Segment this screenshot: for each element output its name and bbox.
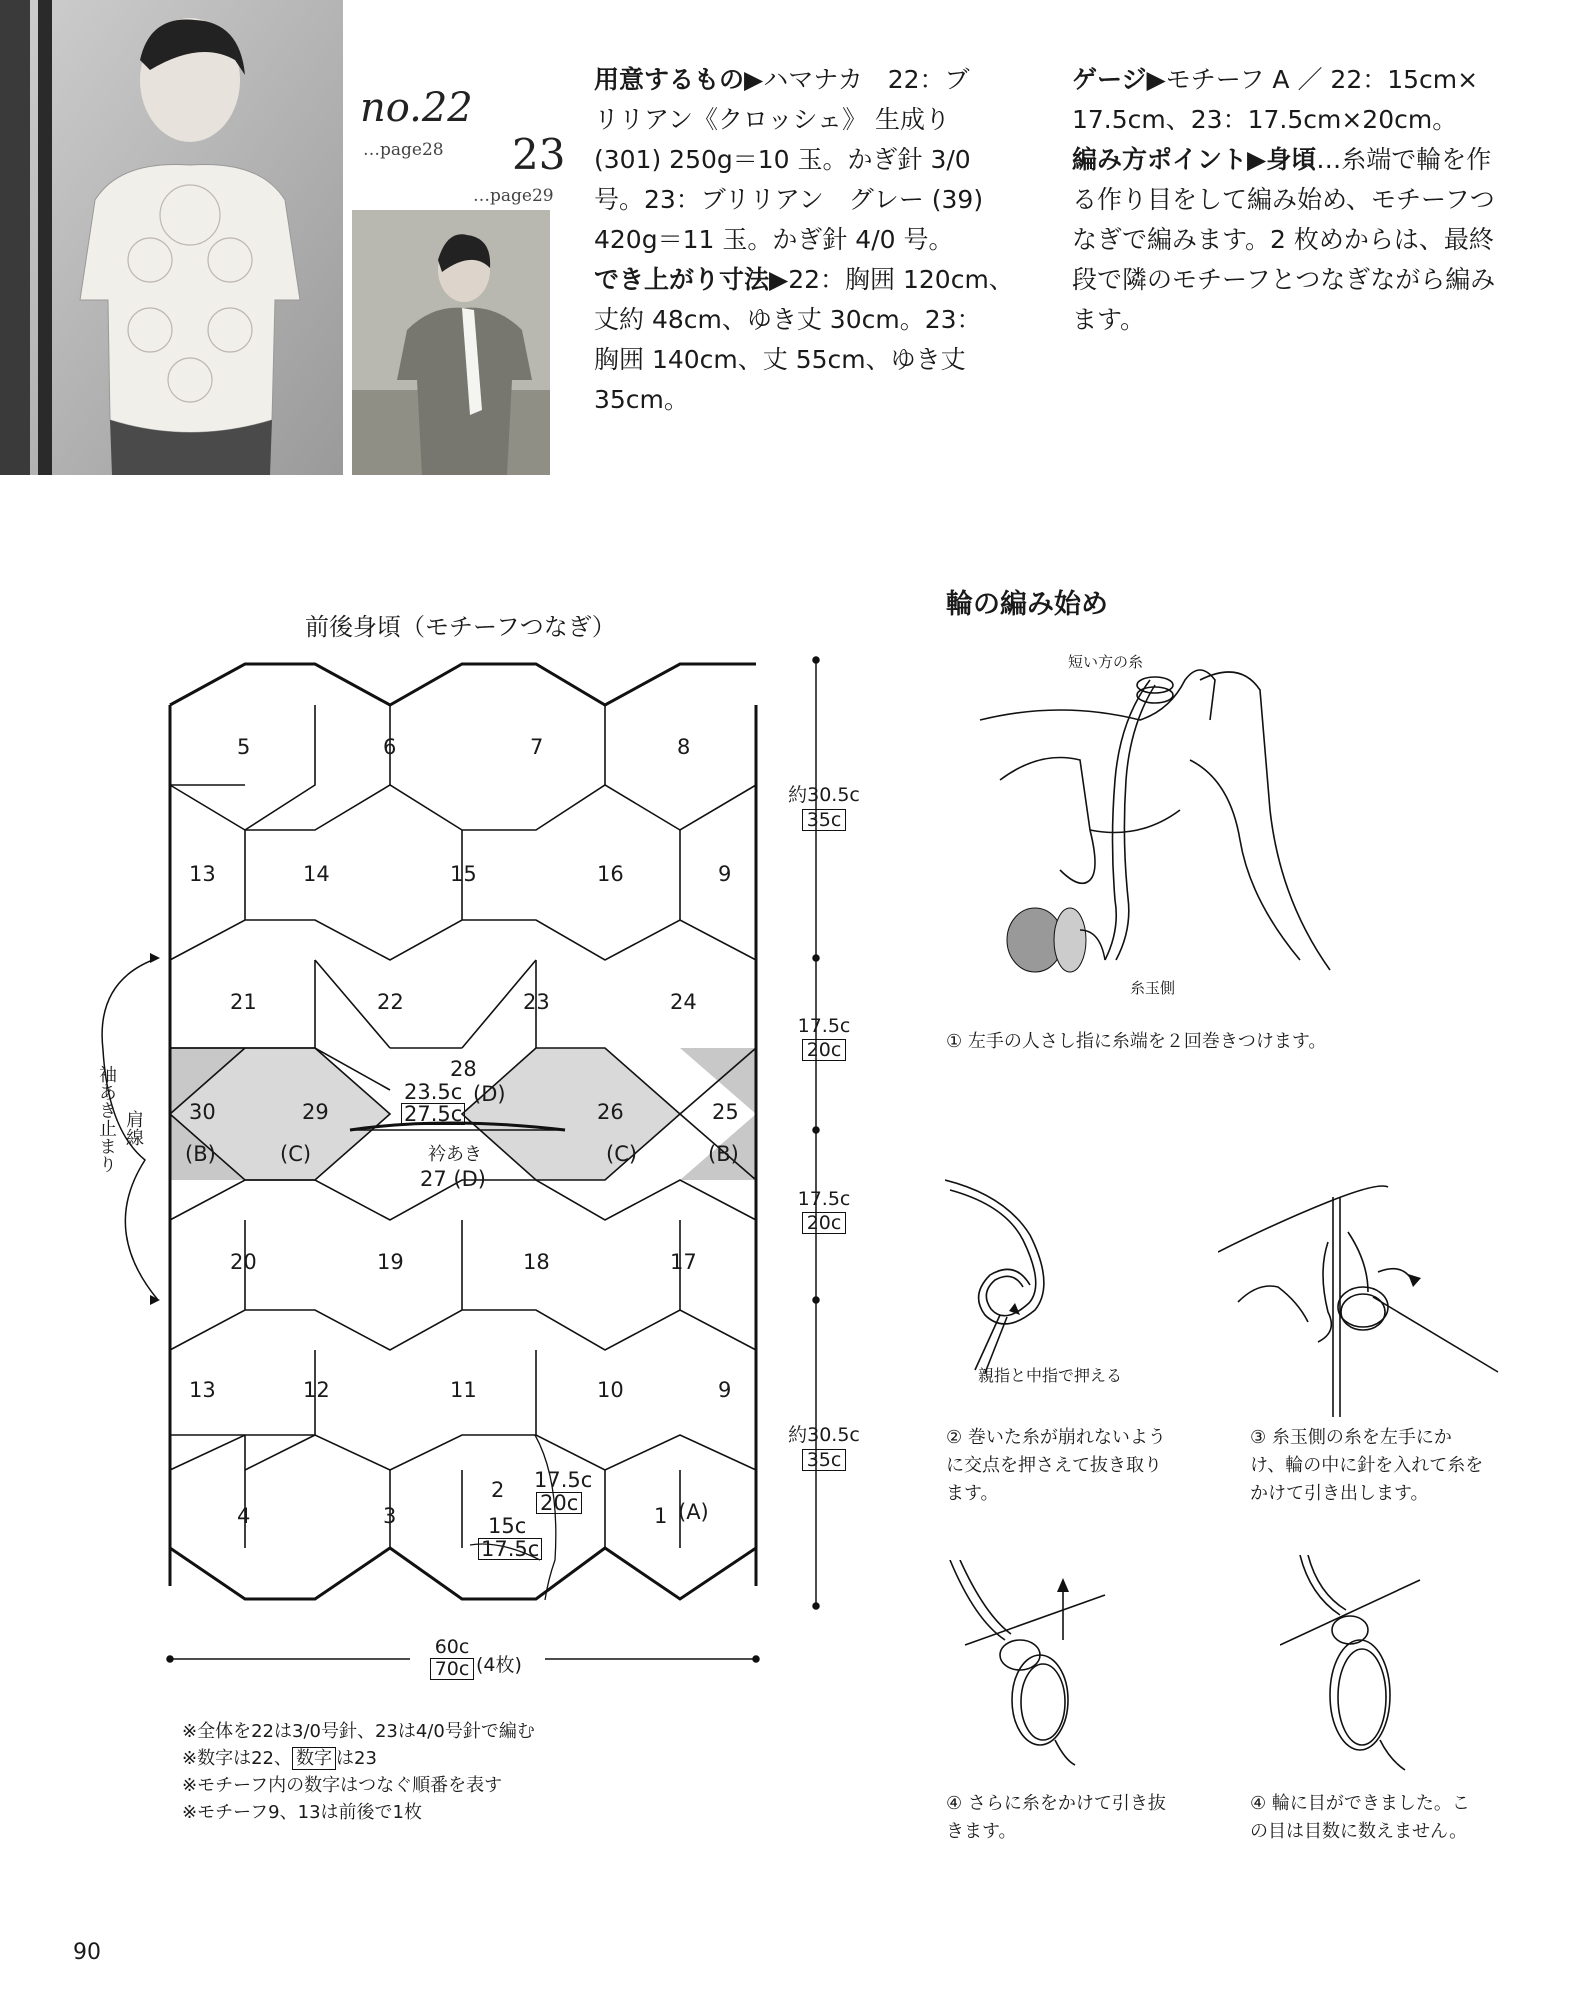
- motif-22: 22: [377, 990, 404, 1014]
- press-label: 親指と中指で押える: [978, 1366, 1123, 1385]
- motif-13: 13: [189, 862, 216, 886]
- right-dim-m1: [774, 1015, 874, 1061]
- step4-line: きます。: [946, 1821, 1017, 1842]
- dim-mid2-23: 20c: [802, 1212, 847, 1234]
- motif-4: 4: [237, 1504, 251, 1528]
- note-2: [182, 1745, 702, 1772]
- points-line: ます。: [1072, 305, 1146, 334]
- shoulder-line-label: 肩線: [123, 1110, 144, 1146]
- motif-3: 3: [383, 1504, 397, 1528]
- motif-12: 12: [303, 1378, 330, 1402]
- motif-width-22: 17.5c: [534, 1468, 593, 1492]
- materials-line: 号。23：ブリリアン グレー (39): [594, 185, 984, 214]
- size-label: でき上がり寸法▶: [594, 265, 789, 294]
- motif-23: 23: [523, 990, 550, 1014]
- ring-step5-illustration: [1280, 1555, 1480, 1775]
- page-number: 90: [73, 1940, 101, 1965]
- step1-caption: ① 左手の人さし指に糸端を２回巻きつけます。: [946, 1031, 1327, 1052]
- right-dimensions: [774, 780, 874, 831]
- pattern-number-22: no.22: [360, 85, 473, 131]
- motif-1-type: (A): [678, 1500, 709, 1524]
- step4-caption: [946, 1790, 1206, 1846]
- ring-step3-illustration: [1218, 1172, 1508, 1422]
- motif-7: 7: [530, 735, 544, 759]
- size-line: 丈約 48cm、ゆき丈 30cm。23：: [594, 305, 982, 334]
- motif-side-23: 17.5c: [478, 1538, 542, 1560]
- width-22: 60c: [434, 1636, 470, 1658]
- motif-17: 17: [670, 1250, 697, 1274]
- dim-mid1-23: 20c: [802, 1039, 847, 1061]
- motif-26-type: (C): [606, 1142, 638, 1166]
- step2-caption: [946, 1424, 1206, 1508]
- motif-11: 11: [450, 1378, 477, 1402]
- size-line: 胸囲 140cm、丈 55cm、ゆき丈: [594, 345, 966, 374]
- note-4: ※モチーフ9、13は前後で1枚: [182, 1802, 422, 1823]
- note-2-a: ※数字は22、: [182, 1748, 292, 1769]
- diagram-title: 前後身頃（モチーフつなぎ）: [305, 613, 616, 641]
- sleeve-opening-label: 袖あき止まり: [96, 1065, 117, 1173]
- motif-side-22: 15c: [488, 1514, 527, 1538]
- neck-label: 衿あき: [428, 1144, 482, 1165]
- motif-2: 2: [491, 1478, 505, 1502]
- pattern-number-23: 23: [512, 130, 566, 179]
- points-line: …糸端で輪を作: [1316, 145, 1492, 174]
- points-line: 段で隣のモチーフとつなぎながら編み: [1072, 265, 1496, 294]
- motif-18: 18: [523, 1250, 550, 1274]
- motif-9b: 9: [718, 1378, 732, 1402]
- motif-13b: 13: [189, 1378, 216, 1402]
- dim-bot-23: 35c: [802, 1449, 847, 1471]
- motif-25-type: (B): [708, 1142, 739, 1166]
- step2-line: に交点を押さえて抜き取り: [946, 1455, 1162, 1476]
- note-2-boxed: 数字: [292, 1747, 336, 1770]
- page-ref-23: …page29: [473, 186, 554, 206]
- motif-1: 1: [654, 1504, 668, 1528]
- motif-15: 15: [450, 862, 477, 886]
- step5-line: ④ 輪に目ができました。こ: [1250, 1793, 1470, 1814]
- neck-width-23: 27.5c: [401, 1103, 465, 1125]
- gauge-line: モチーフ A ／ 22：15cm×: [1165, 65, 1479, 94]
- motif-24: 24: [670, 990, 697, 1014]
- ring-step4-illustration: [945, 1560, 1125, 1770]
- note-3: ※モチーフ内の数字はつなぐ順番を表す: [182, 1775, 503, 1796]
- motif-6: 6: [383, 735, 397, 759]
- motif-27: 27 (D): [420, 1167, 486, 1191]
- motif-19: 19: [377, 1250, 404, 1274]
- motif-29: 29: [302, 1100, 329, 1124]
- step2-line: ます。: [946, 1483, 999, 1504]
- motif-20: 20: [230, 1250, 257, 1274]
- step2-line: ② 巻いた糸が崩れないよう: [946, 1427, 1166, 1448]
- motif-16: 16: [597, 862, 624, 886]
- motif-28: 28: [450, 1057, 477, 1081]
- materials-line: 420g＝11 玉。かぎ針 4/0 号。: [594, 225, 954, 254]
- motif-labels: [0, 0, 900, 1700]
- dim-top-23: 35c: [802, 809, 847, 831]
- points-line: る作り目をして編み始め、モチーフつ: [1072, 185, 1495, 214]
- page-ref-22: …page28: [363, 140, 444, 160]
- points-line: なぎで編みます。2 枚めからは、最終: [1072, 225, 1494, 254]
- motif-25: 25: [712, 1100, 739, 1124]
- size-line: 22：胸囲 120cm、: [788, 265, 1014, 294]
- gauge-label: ゲージ▶: [1072, 65, 1166, 94]
- points-label: 編み方ポイント▶身頃: [1072, 145, 1317, 174]
- motif-21: 21: [230, 990, 257, 1014]
- dim-mid2-22: 17.5c: [797, 1188, 851, 1210]
- motif-10: 10: [597, 1378, 624, 1402]
- gauge-section: [1072, 60, 1512, 340]
- notes: [182, 1718, 702, 1826]
- ring-step2-illustration: [945, 1175, 1115, 1375]
- materials-line: リリアン《クロッシェ》 生成り: [594, 105, 950, 134]
- note-2-c: は23: [336, 1748, 377, 1769]
- motif-29-type: (C): [280, 1142, 312, 1166]
- size-line: 35cm。: [594, 385, 689, 414]
- step3-line: かけて引き出します。: [1250, 1483, 1429, 1504]
- motif-8: 8: [677, 735, 691, 759]
- ring-step1-illustration: [940, 640, 1360, 1000]
- short-end-label: 短い方の糸: [1068, 653, 1144, 671]
- motif-28-type: (D): [473, 1082, 506, 1106]
- dim-top-22: 約30.5c: [788, 784, 860, 806]
- step5-caption: [1250, 1790, 1510, 1846]
- step3-line: け、輪の中に針を入れて糸を: [1250, 1455, 1484, 1476]
- gauge-line: 17.5cm、23：17.5cm×20cm。: [1072, 105, 1458, 134]
- step3-line: ③ 糸玉側の糸を左手にか: [1250, 1427, 1452, 1448]
- motif-30: 30: [189, 1100, 216, 1124]
- materials-line: ハマナカ 22：ブ: [763, 65, 970, 94]
- right-dim-bottom: [774, 1420, 874, 1471]
- motif-14: 14: [303, 862, 330, 886]
- step3-caption: [1250, 1424, 1510, 1508]
- dim-mid1-22: 17.5c: [797, 1015, 851, 1037]
- materials-label: 用意するもの▶: [594, 65, 764, 94]
- note-1: ※全体を22は3/0号針、23は4/0号針で編む: [182, 1721, 535, 1742]
- neck-width-22: 23.5c: [404, 1080, 463, 1104]
- ring-start-title: 輪の編み始め: [946, 589, 1108, 620]
- motif-width-23: 20c: [536, 1492, 582, 1514]
- step5-line: の目は目数に数えません。: [1250, 1821, 1468, 1842]
- motif-5: 5: [237, 735, 251, 759]
- step4-line: ④ さらに糸をかけて引き抜: [946, 1793, 1166, 1814]
- motif-26: 26: [597, 1100, 624, 1124]
- ball-side-label: 糸玉側: [1130, 979, 1176, 997]
- motif-9: 9: [718, 862, 732, 886]
- motif-count: (4枚): [476, 1654, 522, 1676]
- right-dim-m2: [774, 1188, 874, 1234]
- width-23: 70c: [430, 1658, 475, 1680]
- dim-bot-22: 約30.5c: [788, 1424, 860, 1446]
- motif-30-type: (B): [185, 1142, 216, 1166]
- materials-line: (301) 250g＝10 玉。かぎ針 3/0: [594, 145, 971, 174]
